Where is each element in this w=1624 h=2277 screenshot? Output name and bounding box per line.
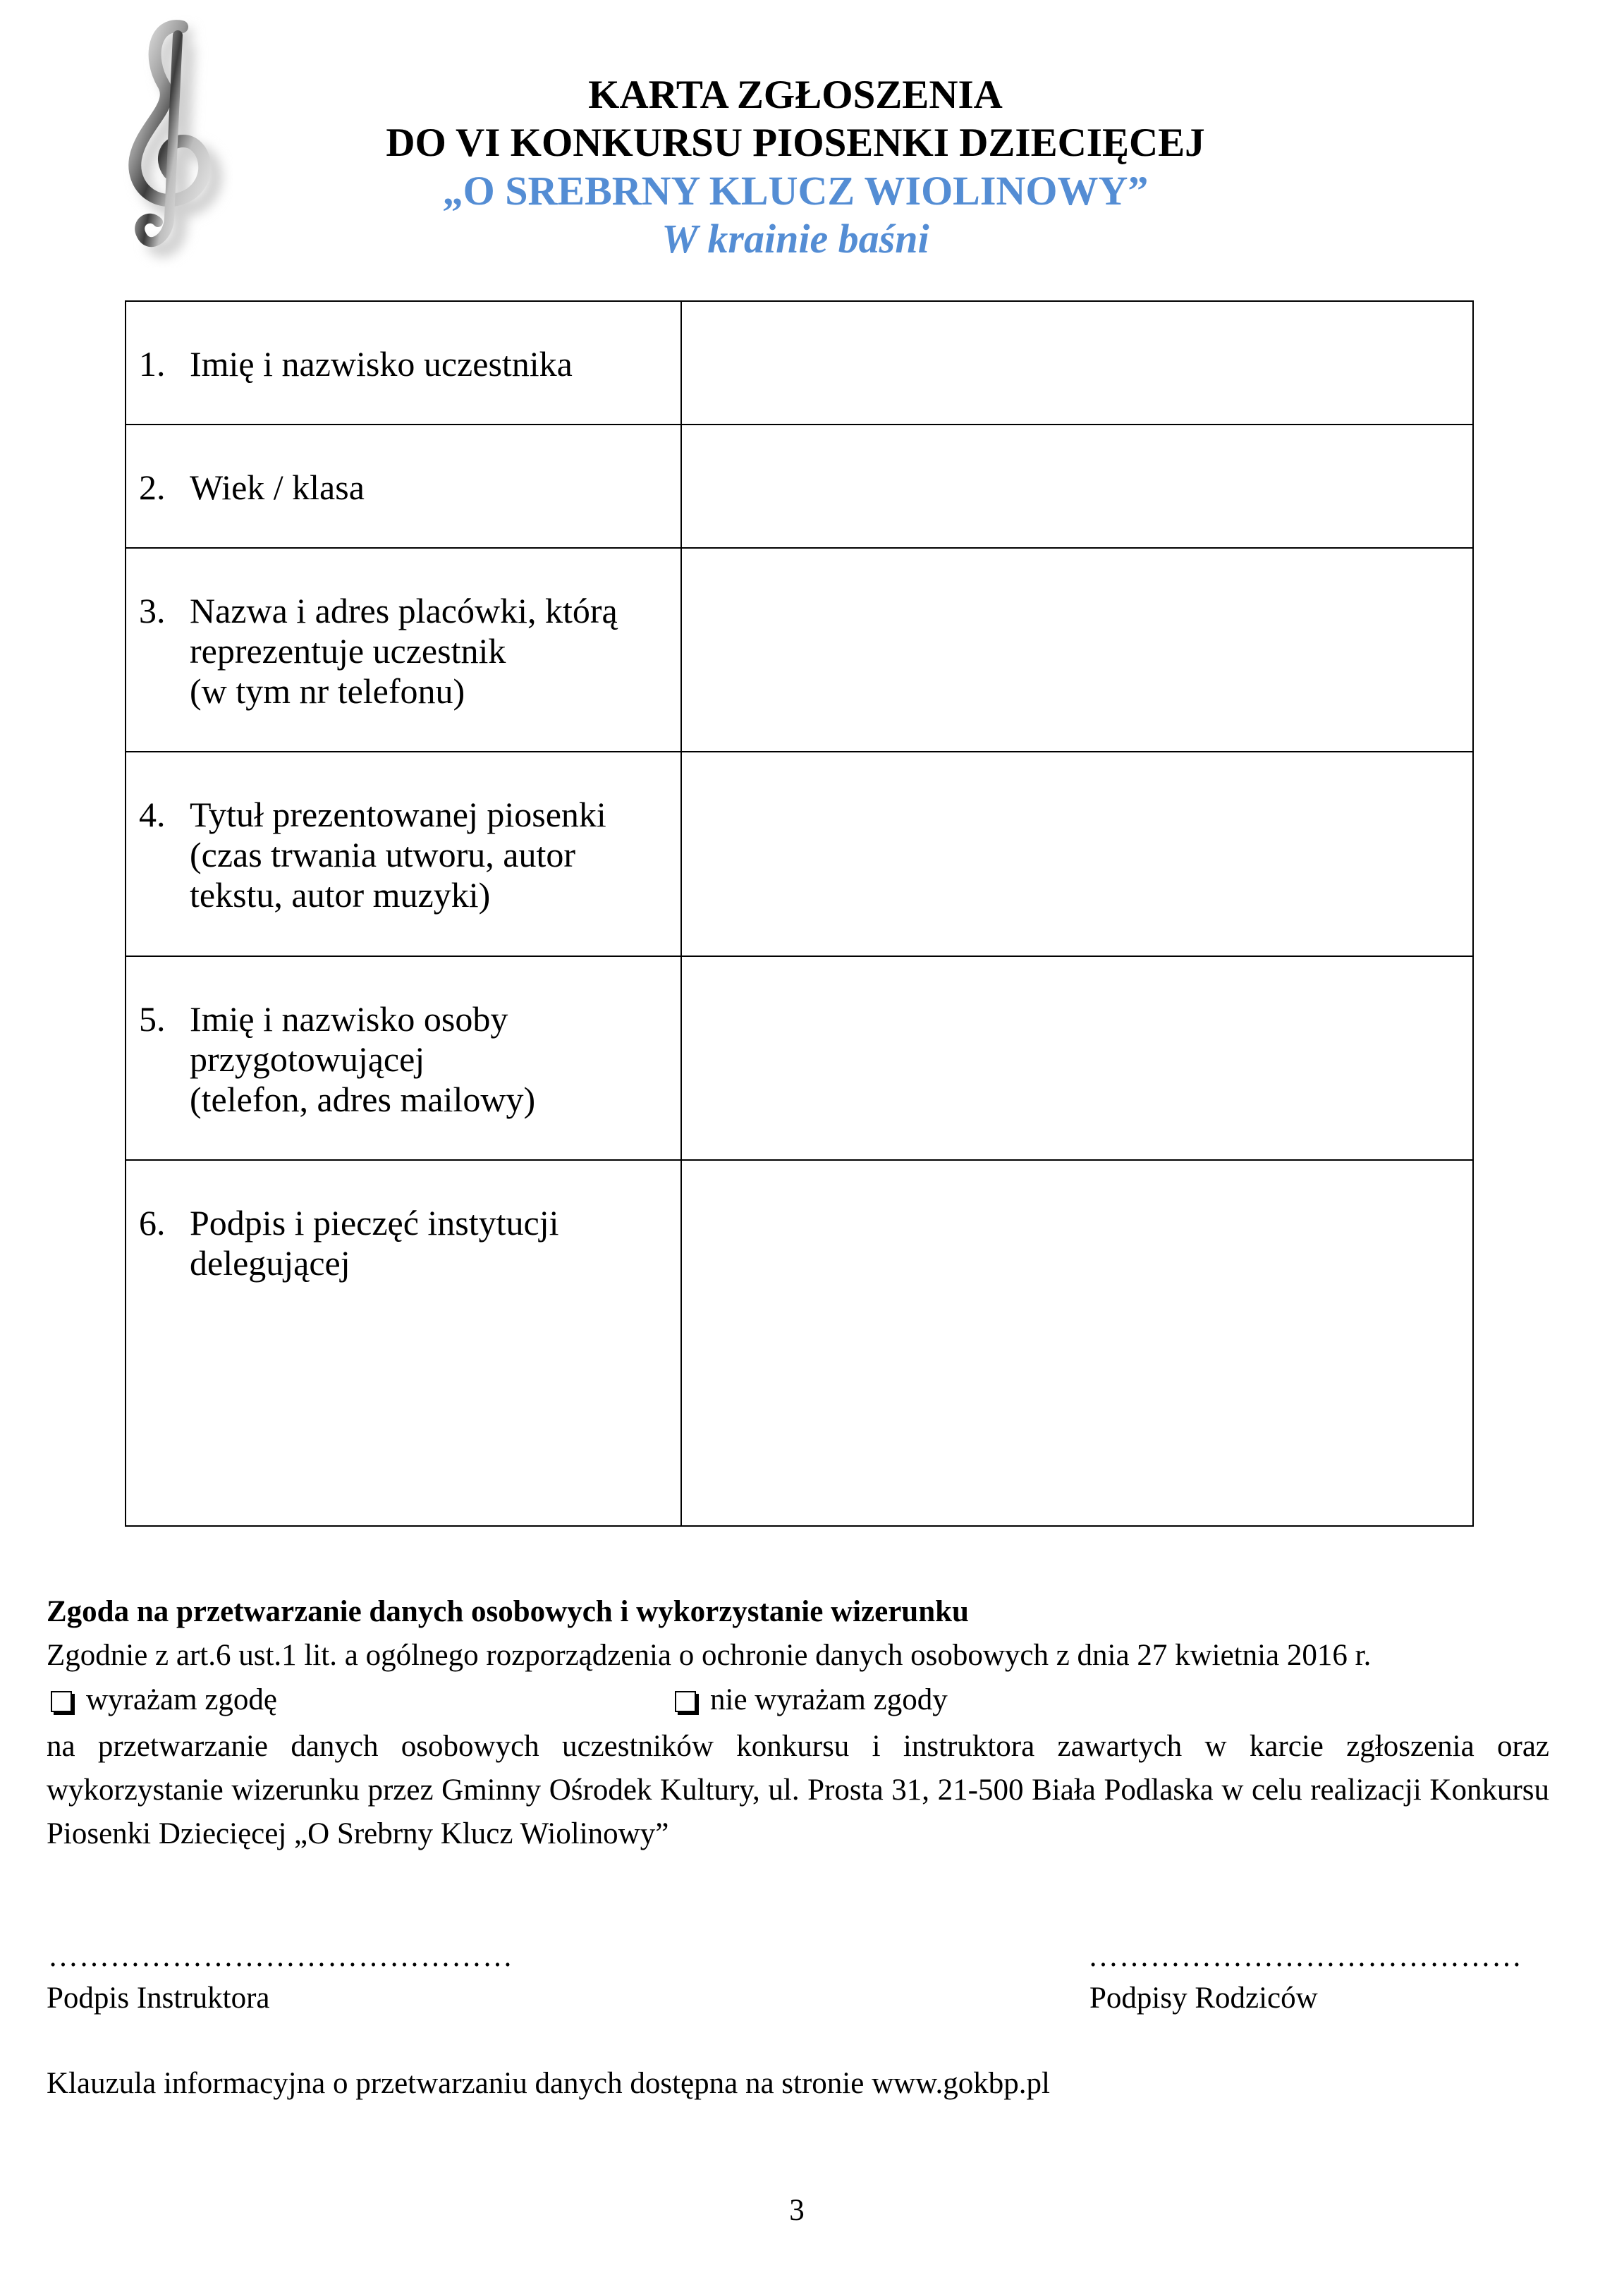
form-row-participant-name (126, 301, 1473, 425)
application-form-table (125, 300, 1474, 1527)
consent-heading: Zgoda na przetwarzanie danych osobowych i wykorzystanie wizerunku (47, 1595, 969, 1628)
field-label: Wiek / klasa (190, 468, 365, 507)
field-label-cell (126, 1160, 681, 1526)
field-number: 3. (139, 591, 166, 630)
parents-signature-label: Podpisy Rodziców (1089, 1982, 1318, 2015)
field-label: reprezentuje uczestnik (190, 631, 506, 671)
instructor-signature-label: Podpis Instruktora (47, 1982, 270, 2015)
field-number: 5. (139, 999, 166, 1039)
field-label-cell (126, 301, 681, 425)
signature-stamp-area[interactable] (681, 1160, 1473, 1526)
consent-options (47, 1678, 1549, 1722)
consent-paragraph: na przetwarzanie danych osobowych uczestników konkursu i instruktora zawartych w karcie zgłoszenia oraz wykorzystanie wizerunku przez Gminny Ośrodek Kultury, ul. Prosta 31, 21-500 Biała Podlaska w celu realizacji Konkursu Piosenki Dziecięcej „O Srebrny Klucz Wiolinowy” (47, 1730, 1549, 1850)
field-label: delegującej (190, 1243, 350, 1283)
institution-input[interactable] (681, 548, 1473, 752)
field-label: przygotowującej (190, 1039, 425, 1079)
contest-subtitle: „O SREBRNY KLUCZ WIOLINOWY” (442, 168, 1149, 214)
info-clause: Klauzula informacyjna o przetwarzaniu danych dostępna na stronie www.gokbp.pl (47, 2067, 1050, 2100)
consent-disagree-option[interactable] (675, 1678, 948, 1722)
field-label-cell (126, 752, 681, 956)
form-row-song-title (126, 752, 1473, 956)
field-label-cell (126, 548, 681, 752)
song-title-input[interactable] (681, 752, 1473, 956)
agree-checkbox[interactable] (51, 1691, 72, 1712)
field-label: (w tym nr telefonu) (190, 671, 465, 711)
participant-name-input[interactable] (681, 301, 1473, 425)
field-number: 1. (139, 344, 166, 384)
field-number: 2. (139, 468, 166, 507)
form-title: KARTA ZGŁOSZENIA (588, 73, 1003, 117)
contest-name: DO VI KONKURSU PIOSENKI DZIECIĘCEJ (386, 121, 1205, 165)
field-label: Nazwa i adres placówki, którą (190, 591, 618, 630)
form-row-signature-stamp (126, 1160, 1473, 1526)
contest-theme: W krainie baśni (661, 216, 929, 262)
field-label: Imię i nazwisko uczestnika (190, 344, 573, 384)
disagree-checkbox[interactable] (675, 1691, 696, 1712)
field-number: 4. (139, 795, 166, 834)
field-label: Podpis i pieczęć instytucji (190, 1203, 559, 1243)
field-label-cell (126, 425, 681, 548)
page-number: 3 (789, 2194, 805, 2227)
field-label: (czas trwania utworu, autor (190, 835, 575, 874)
field-label: tekstu, autor muzyki) (190, 875, 491, 915)
instructor-input[interactable] (681, 956, 1473, 1160)
instructor-signature-line[interactable]: ……………………………………… (48, 1940, 513, 1973)
parents-signature-line[interactable]: …………………………………… (1088, 1940, 1522, 1973)
consent-legal-basis: Zgodnie z art.6 ust.1 lit. a ogólnego rozporządzenia o ochronie danych osobowych z dnia 27 kwietnia 2016 r. (47, 1639, 1372, 1672)
field-label: (telefon, adres mailowy) (190, 1080, 536, 1119)
form-row-instructor (126, 956, 1473, 1160)
form-row-age-class (126, 425, 1473, 548)
consent-agree-option[interactable] (51, 1678, 277, 1722)
field-number: 6. (139, 1203, 166, 1243)
field-label: Imię i nazwisko osoby (190, 999, 508, 1039)
field-label-cell (126, 956, 681, 1160)
form-row-institution (126, 548, 1473, 752)
disagree-label: nie wyrażam zgody (710, 1683, 948, 1716)
field-label: Tytuł prezentowanej piosenki (190, 795, 606, 834)
age-class-input[interactable] (681, 425, 1473, 548)
agree-label: wyrażam zgodę (86, 1683, 277, 1716)
